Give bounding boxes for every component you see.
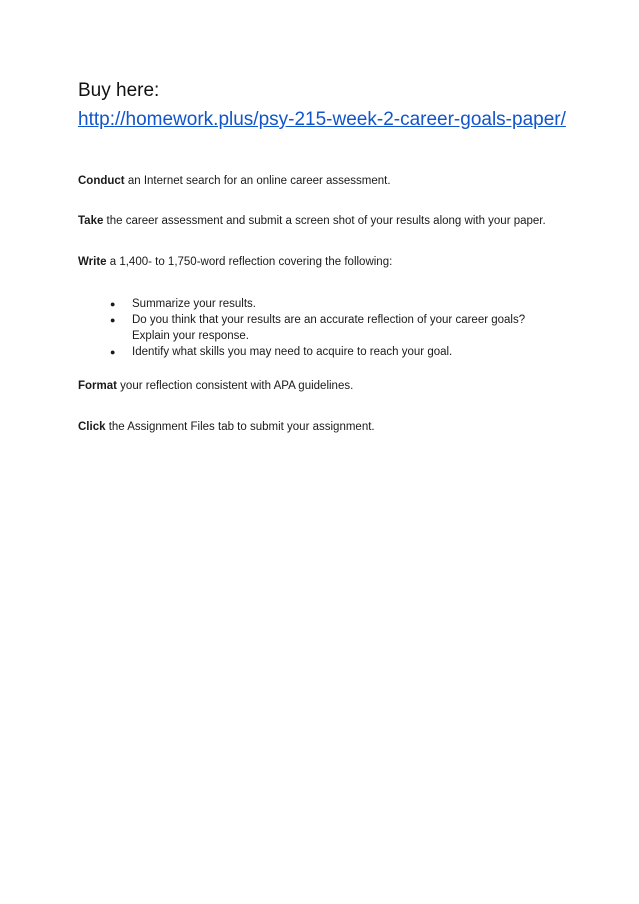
instruction-verb: Click <box>78 421 106 433</box>
instruction-text: an Internet search for an online career assessment. <box>124 175 391 187</box>
bullet-text: Identify what skills you may need to acquire to reach your goal. <box>132 346 453 358</box>
instruction-verb: Write <box>78 256 107 268</box>
bullet-icon: ● <box>110 315 116 325</box>
product-link[interactable]: http://homework.plus/psy-215-week-2-career-goals-paper/ <box>78 109 566 130</box>
instruction-verb: Take <box>78 215 104 227</box>
instruction-text: the career assessment and submit a screen shot of your results along with your paper. <box>103 215 546 227</box>
buy-here-label: Buy here: <box>78 80 160 101</box>
instruction-click <box>78 419 578 435</box>
instruction-conduct <box>78 173 578 189</box>
instruction-write <box>78 254 578 270</box>
instruction-format <box>78 378 578 394</box>
list-item <box>110 312 550 344</box>
instruction-take <box>78 213 578 229</box>
instruction-text: the Assignment Files tab to submit your assignment. <box>105 421 375 433</box>
bullet-text: Summarize your results. <box>132 298 256 310</box>
list-item <box>110 344 550 360</box>
instruction-verb: Format <box>78 380 117 392</box>
list-item <box>110 296 550 312</box>
bullet-icon: ● <box>110 299 116 309</box>
instruction-text: a 1,400- to 1,750-word reflection covering the following: <box>106 256 393 268</box>
bullet-icon: ● <box>110 347 116 357</box>
instruction-text: your reflection consistent with APA guidelines. <box>116 380 354 392</box>
instruction-verb: Conduct <box>78 175 125 187</box>
reflection-bullet-list <box>110 296 550 360</box>
bullet-text: Do you think that your results are an accurate reflection of your career goals? Explain your response. <box>132 314 526 342</box>
